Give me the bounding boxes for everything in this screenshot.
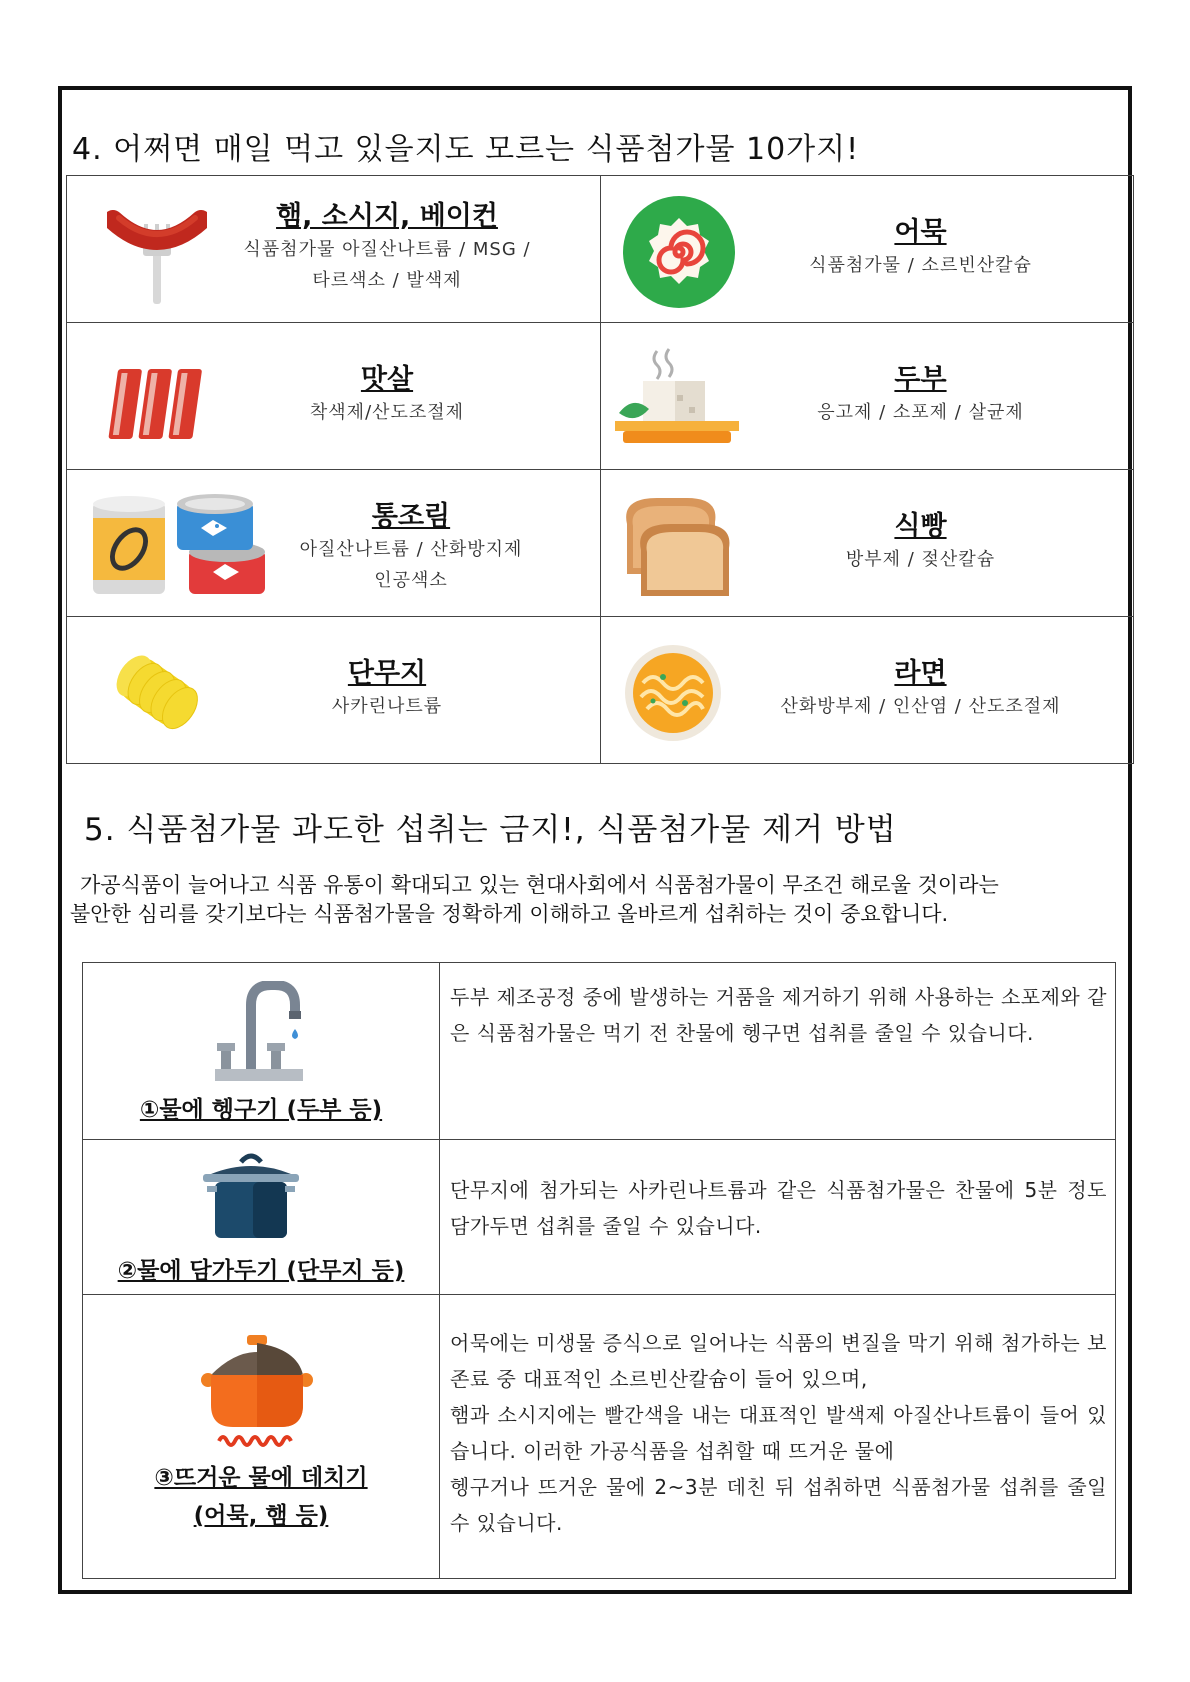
fishcake-icon [621, 194, 737, 310]
removal-methods-table [82, 962, 1116, 1579]
food-additives: 응고제 / 소포제 / 살균제 [817, 402, 1024, 423]
faucet-icon [215, 981, 307, 1085]
food-additives: 사카린나트륨 [331, 696, 443, 717]
cooking-pot-icon [197, 1333, 317, 1453]
food-name: 햄, 소시지, 베이컨 [276, 201, 498, 232]
food-additives: 식품첨가물 아질산나트륨 / MSG / [243, 239, 531, 260]
method-label: ②물에 담가두기 (단무지 등) [117, 1258, 405, 1284]
method-label: ③뜨거운 물에 데치기 [154, 1465, 368, 1491]
tofu-icon [613, 347, 741, 447]
food-additives: 타르색소 / 발색제 [312, 270, 462, 291]
food-name: 단무지 [347, 658, 427, 689]
section5-intro [70, 871, 1120, 929]
food-name: 통조림 [371, 501, 451, 532]
method-label: (어묵, 햄 등) [193, 1503, 329, 1529]
food-additives: 방부제 / 젖산칼슘 [845, 549, 996, 570]
food-cell-ham [67, 176, 601, 323]
sausage-fork-icon [107, 202, 207, 306]
section4-heading: 4. 어쩌면 매일 먹고 있을지도 모르는 식품첨가물 10가지! [72, 132, 860, 167]
food-name: 두부 [894, 364, 947, 395]
method-desc-cell [440, 963, 1116, 1140]
food-additives: 착색제/산도조절제 [309, 402, 465, 423]
food-cell-tofu [600, 323, 1134, 470]
food-cell-fishcake [600, 176, 1134, 323]
method-desc: 단무지에 첨가되는 사카린나트륨과 같은 식품첨가물은 찬물에 5분 정도 담가두면 섭취를 줄일 수 있습니다. [450, 1178, 1107, 1238]
food-cell-canned [67, 470, 601, 617]
food-name: 라면 [894, 658, 947, 689]
method-label-cell [83, 963, 440, 1140]
food-additives: 인공색소 [374, 570, 448, 591]
food-cell-radish [67, 617, 601, 764]
pickled-radish-icon [105, 643, 209, 741]
food-cell-bread [600, 470, 1134, 617]
canned-food-icon [89, 492, 269, 600]
crab-stick-icon [107, 363, 211, 443]
pot-icon [201, 1152, 301, 1244]
method-label-cell [83, 1140, 440, 1295]
bread-icon [619, 494, 731, 600]
food-cell-ramen [600, 617, 1134, 764]
method-desc-part: 헹구거나 뜨거운 물에 2~3분 데친 뒤 섭취하면 식품첨가물 섭취를 줄일 수 있습니다. [450, 1475, 1107, 1535]
method-desc-part: 어묵에는 미생물 증식으로 일어나는 식품의 변질을 막기 위해 첨가하는 보존료 중 대표적인 소르빈산칼슘이 들어 있으며, [450, 1331, 1107, 1391]
method-desc-cell [440, 1140, 1116, 1295]
section5-heading: 5. 식품첨가물 과도한 섭취는 금지!, 식품첨가물 제거 방법 [84, 812, 897, 848]
method-label: ①물에 헹구기 (두부 등) [139, 1097, 383, 1123]
food-additives: 산화방부제 / 인산염 / 산도조절제 [780, 696, 1061, 717]
ramen-icon [623, 643, 723, 743]
food-additives: 아질산나트륨 / 산화방지제 [299, 539, 523, 560]
method-desc [450, 1325, 1107, 1541]
food-name: 맛살 [360, 364, 414, 395]
method-label-cell [83, 1295, 440, 1579]
food-additives: 식품첨가물 / 소르빈산칼슘 [809, 255, 1032, 276]
food-cell-crabstick [67, 323, 601, 470]
food-additive-table [66, 175, 1134, 764]
food-name: 식빵 [894, 511, 947, 542]
method-desc: 두부 제조공정 중에 발생하는 거품을 제거하기 위해 사용하는 소포제와 같은 식품첨가물은 먹기 전 찬물에 헹구면 섭취를 줄일 수 있습니다. [450, 985, 1107, 1045]
method-desc-cell [440, 1295, 1116, 1579]
intro-line: 가공식품이 늘어나고 식품 유통이 확대되고 있는 현대사회에서 식품첨가물이 무조건 해로울 것이라는 [80, 873, 999, 897]
intro-line: 불안한 심리를 갖기보다는 식품첨가물을 정확하게 이해하고 올바르게 섭취하는 것이 중요합니다. [70, 902, 949, 926]
food-name: 어묵 [894, 217, 947, 248]
method-desc-part: 햄과 소시지에는 빨간색을 내는 대표적인 발색제 아질산나트륨이 들어 있습니다. 이러한 가공식품을 섭취할 때 뜨거운 물에 [450, 1403, 1107, 1463]
